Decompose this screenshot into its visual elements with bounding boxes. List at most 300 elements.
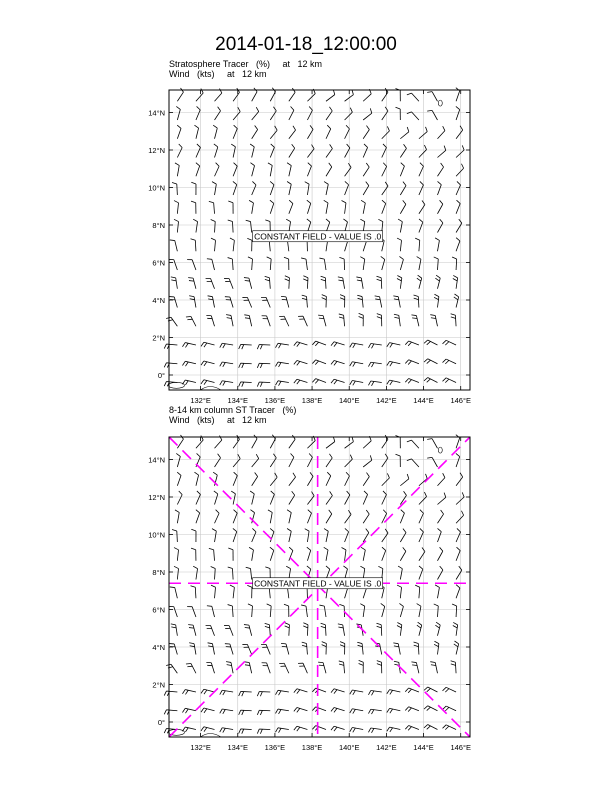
panel2-wind-barb: [186, 663, 196, 673]
panel2-wind-barb: [265, 623, 271, 635]
panel1-wind-barb: [194, 125, 198, 139]
panel1-wind-barb: [270, 126, 277, 139]
panel1-wind-barb: [175, 163, 179, 176]
panel1-wind-barb: [284, 257, 289, 270]
panel1-wind-barb: [434, 257, 439, 270]
panel2-wind-barb: [363, 529, 369, 542]
panel1-wind-barb: [434, 294, 439, 307]
panel1-wind-barb: [174, 219, 178, 232]
panel2-wind-barb: [208, 643, 215, 655]
panel1-wind-barb: [397, 275, 402, 288]
panel1-wind-barb: [209, 201, 215, 213]
panel2-wind-barb: [211, 585, 216, 598]
panel1-wind-barb: [172, 182, 177, 195]
panel2-wind-barb: [326, 510, 332, 523]
panel2-wind-barb: [244, 625, 252, 636]
panel2-wind-barb: [405, 688, 419, 693]
panel2-y-tick-label: 12°N: [148, 493, 165, 502]
panel1-wind-barb: [191, 182, 196, 195]
panel1-wind-barb: [177, 125, 181, 139]
panel1-wind-barb: [206, 278, 215, 288]
panel1-wind-barb: [443, 340, 457, 345]
panel2-wind-barb: [405, 707, 419, 712]
panel1-wind-barb: [356, 277, 363, 289]
panel2-wind-barb: [417, 622, 422, 636]
panel1-wind-barb: [191, 201, 196, 214]
panel2-wind-barb: [326, 454, 332, 467]
panel2-wind-barb: [456, 511, 464, 523]
panel2-wind-barb: [261, 644, 270, 654]
panel2-wind-barb: [196, 510, 200, 524]
panel1-wind-barb: [400, 200, 406, 213]
panel2-wind-barb: [305, 529, 309, 542]
panel1-wind-barb: [451, 314, 456, 326]
panel2-wind-barb: [279, 663, 289, 673]
panel2-wind-barb: [169, 644, 177, 655]
panel1-wind-barb: [294, 360, 308, 365]
panel1-wind-barb: [276, 381, 289, 386]
panel1-wind-barb: [400, 127, 409, 139]
panel2-wind-barb: [382, 454, 388, 467]
panel2-wind-barb: [435, 585, 439, 598]
panel1-wind-barb: [252, 125, 258, 138]
panel1-wind-barb: [427, 92, 437, 102]
panel1-wind-barb: [424, 378, 438, 383]
panel2-wind-barb: [307, 492, 314, 505]
panel1-wind-barb: [261, 297, 270, 307]
panel2-wind-barb: [363, 491, 367, 505]
panel1-wind-barb: [443, 378, 457, 383]
panel2-wind-barb: [211, 566, 216, 579]
panel2-wind-barb: [182, 690, 195, 695]
panel2-wind-barb: [252, 472, 258, 485]
panel2-wind-barb: [424, 706, 438, 711]
panel1-wind-barb: [276, 362, 289, 367]
panel1-wind-barb: [244, 278, 252, 289]
panel1-wind-barb: [318, 315, 326, 326]
panel2-wind-barb: [207, 606, 215, 617]
panel1-wind-barb: [307, 145, 314, 158]
panel2-wind-barb: [220, 728, 233, 733]
panel1-wind-barb: [326, 90, 335, 101]
panel1-wind-barb: [187, 260, 196, 270]
panel2-wind-barb: [437, 473, 444, 486]
panel2-wind-barb: [242, 644, 251, 654]
panel2-wind-barb: [407, 459, 419, 467]
panel2-wind-barb: [302, 642, 308, 654]
panel2-wind-barb: [164, 710, 177, 715]
panel2-wind-barb: [419, 548, 425, 561]
panel2-wind-barb: [215, 510, 220, 524]
panel1-wind-barb: [419, 181, 424, 195]
panel1-wind-barb: [208, 296, 215, 308]
panel1-wind-barb: [191, 239, 196, 251]
panel1-wind-barb: [382, 107, 388, 120]
panel1-wind-barb: [220, 362, 233, 367]
panel1-wind-barb: [302, 295, 308, 307]
panel2-wind-barb: [331, 689, 345, 694]
panel1-wind-barb: [201, 380, 215, 385]
panel2-wind-barb: [368, 709, 381, 714]
panel1-wind-barb: [338, 277, 345, 289]
panel1-wind-barb: [387, 361, 400, 366]
panel2-wind-barb: [276, 728, 289, 733]
panel2-wind-barb: [437, 547, 442, 560]
panel2-wind-barb: [397, 585, 401, 598]
panel1-wind-barb: [211, 238, 216, 251]
panel2-wind-barb: [233, 454, 240, 467]
panel1-wind-barb: [437, 181, 441, 195]
panel2-wind-barb: [387, 708, 400, 713]
panel1-wind-barb: [363, 89, 371, 101]
panel1-wind-barb: [415, 238, 420, 251]
panel1-wind-barb: [456, 164, 464, 176]
panel2-y-tick-label: 0°: [157, 718, 165, 727]
panel1-wind-barb: [456, 238, 460, 252]
panel1-wind-barb: [164, 344, 177, 349]
panel1-wind-barb: [411, 315, 418, 326]
panel2-wind-barb: [377, 661, 382, 674]
panel1-wind-barb: [212, 182, 216, 195]
panel2-wind-barb: [361, 547, 365, 560]
panel2-wind-barb: [174, 566, 178, 579]
panel2-wind-barb: [359, 660, 364, 673]
panel2-wind-barb: [360, 604, 364, 617]
panel1-wind-barb: [193, 219, 197, 232]
panel1-wind-barb: [394, 314, 400, 326]
panel2-wind-barb: [382, 529, 388, 542]
panel2-wind-barb: [382, 473, 390, 485]
panel2-wind-barb: [399, 603, 403, 617]
panel1-wind-barb: [322, 295, 327, 308]
panel2-wind-barb: [294, 707, 308, 712]
panel2-wind-barb: [307, 510, 311, 524]
panel2-wind-barb: [345, 528, 349, 542]
panel1-wind-barb: [289, 144, 295, 157]
panel1-wind-barb: [289, 200, 293, 214]
panel2-wind-barb: [172, 529, 177, 542]
panel1-wind-barb: [171, 277, 178, 289]
panel2-wind-barb: [456, 528, 460, 542]
panel1-wind-barb: [270, 144, 274, 158]
panel1-wind-barb: [381, 256, 385, 270]
panel2-wind-barb: [276, 690, 289, 695]
panel2-coastline: [438, 447, 442, 453]
panel1-wind-barb: [233, 107, 240, 120]
panel2-wind-barb: [239, 729, 252, 734]
panel2-wind-barb: [400, 529, 406, 542]
panel2-wind-barb: [187, 607, 196, 617]
panel1-wind-barb: [257, 382, 270, 387]
panel2-y-tick-label: 8°N: [152, 568, 165, 577]
panel2-wind-barb: [326, 491, 332, 504]
panel2-wind-barb: [322, 642, 327, 655]
panel1-wind-barb: [164, 363, 177, 368]
panel1-wind-barb: [350, 380, 363, 385]
panel2-wind-barb: [244, 662, 251, 673]
panel2-wind-barb: [212, 529, 216, 542]
panel1-wind-barb: [196, 106, 200, 120]
panel2-wind-barb: [228, 605, 233, 617]
panel2-wind-barb: [456, 473, 463, 486]
panel1-wind-barb: [424, 340, 438, 345]
panel1-wind-barb: [170, 240, 178, 251]
panel2-wind-barb: [350, 709, 363, 714]
panel1-y-tick-label: 4°N: [152, 296, 165, 305]
panel1-wind-barb: [233, 125, 237, 139]
panel2-wind-barb: [452, 604, 457, 617]
panel2-wind-barb: [226, 662, 233, 674]
panel2-wind-barb: [368, 690, 381, 695]
panel2-wind-barb: [419, 528, 424, 542]
panel2-y-tick-label: 10°N: [148, 530, 165, 540]
panel2-wind-barb: [285, 623, 290, 636]
panel2-wind-barb: [170, 587, 178, 598]
panel1-x-tick-label: 142°E: [376, 396, 397, 405]
panel1-wind-barb: [326, 107, 332, 120]
panel2-subtitle-line2: Wind (kts) at 12 km: [169, 415, 267, 425]
panel1-wind-barb: [196, 163, 200, 177]
panel1-wind-barb: [182, 380, 195, 385]
panel1-wind-barb: [419, 145, 427, 157]
panel1-wind-barb: [214, 144, 218, 158]
panel2-wind-barb: [228, 567, 233, 579]
panel2-wind-barb: [345, 472, 350, 486]
panel2-wind-barb: [342, 547, 346, 560]
panel1-wind-barb: [289, 126, 296, 139]
panel1-wind-barb: [377, 314, 382, 327]
panel1-wind-barb: [454, 294, 459, 308]
panel2-wind-barb: [257, 729, 270, 734]
panel1-wind-barb: [265, 276, 271, 288]
panel1-wind-barb: [345, 108, 353, 120]
panel2-wind-barb: [262, 663, 271, 673]
panel2-wind-barb: [287, 529, 291, 542]
panel1-wind-barb: [324, 182, 328, 195]
panel2-annotation-text: CONSTANT FIELD - VALUE IS .0: [254, 578, 382, 589]
panel1-wind-barb: [169, 259, 178, 270]
panel1-annotation-text: CONSTANT FIELD - VALUE IS .0: [254, 231, 382, 242]
panel2-wind-barb: [331, 707, 345, 712]
panel2-wind-barb: [189, 643, 196, 655]
panel2-y-tick-label: 6°N: [152, 605, 165, 615]
panel1-wind-barb: [443, 359, 457, 364]
panel1-wind-barb: [414, 295, 419, 308]
panel2-wind-barb: [228, 548, 233, 561]
panel1-wind-barb: [176, 106, 180, 120]
panel2-wind-barb: [298, 663, 307, 673]
panel1-wind-barb: [196, 144, 200, 158]
panel2-wind-barb: [194, 472, 198, 486]
panel1-wind-barb: [419, 127, 427, 139]
panel1-wind-barb: [326, 144, 332, 157]
panel2-wind-barb: [249, 547, 253, 560]
panel1-wind-barb: [174, 201, 178, 214]
panel1-wind-barb: [324, 200, 328, 213]
panel2-wind-barb: [177, 491, 182, 505]
panel1-wind-barb: [326, 125, 331, 139]
panel1-wind-barb: [382, 163, 387, 177]
panel1-wind-barb: [405, 360, 419, 365]
panel1-wind-barb: [294, 379, 308, 384]
panel2-wind-barb: [294, 726, 308, 731]
panel2-x-tick-label: 136°E: [264, 743, 286, 752]
panel2-wind-barb: [284, 604, 289, 617]
panel2-y-tick-label: 4°N: [152, 643, 165, 652]
panel1-wind-barb: [268, 163, 272, 176]
panel1-wind-barb: [239, 344, 252, 349]
panel1-y-tick-label: 12°N: [148, 146, 165, 155]
panel2-y-tick-label: 2°N: [152, 680, 165, 690]
panel1-wind-barb: [360, 257, 364, 270]
panel1-wind-barb: [405, 341, 419, 346]
panel1-wind-barb: [215, 107, 221, 120]
panel1-wind-barb: [407, 112, 419, 120]
panel1-wind-barb: [435, 275, 440, 289]
panel1-wind-barb: [350, 343, 363, 348]
panel2-wind-barb: [176, 453, 180, 467]
panel1-wind-barb: [417, 257, 421, 270]
panel1-wind-barb: [246, 220, 252, 232]
panel1-x-tick-label: 144°E: [413, 396, 434, 405]
panel1-wind-barb: [375, 296, 382, 308]
panel2-coastline: [201, 734, 221, 738]
panel1-wind-barb: [244, 315, 251, 326]
panel1-wind-barb: [368, 343, 381, 348]
panel1-wind-barb: [435, 238, 439, 251]
panel2-wind-barb: [196, 491, 200, 505]
panel2-wind-barb: [247, 585, 252, 598]
panel2-wind-barb: [193, 566, 197, 579]
panel1-wind-barb: [326, 163, 332, 176]
panel1-wind-barb: [417, 275, 422, 289]
panel1-y-tick-label: 14°N: [148, 108, 165, 118]
panel2-wind-barb: [287, 510, 291, 523]
panel2-wind-barb: [321, 623, 326, 635]
panel2-wind-barb: [437, 493, 445, 505]
panel2-wind-barb: [381, 603, 385, 617]
panel2-wind-barb: [318, 662, 326, 673]
panel1-wind-barb: [303, 276, 308, 289]
panel2-wind-barb: [225, 644, 233, 655]
panel2-x-tick-label: 138°E: [301, 743, 323, 752]
panel1-x-tick-label: 138°E: [301, 396, 323, 405]
panel2-wind-barb: [363, 510, 369, 523]
panel2-wind-barb: [419, 510, 424, 524]
panel1-wind-barb: [298, 316, 307, 326]
panel2-wind-barb: [357, 642, 363, 654]
panel1-wind-barb: [382, 200, 386, 214]
panel1-wind-barb: [363, 144, 367, 158]
panel2-wind-barb: [319, 605, 326, 617]
panel2-wind-barb: [340, 642, 345, 655]
panel2-wind-barb: [289, 473, 296, 486]
panel1-wind-barb: [233, 163, 237, 177]
panel2-wind-barb: [419, 492, 427, 504]
panel1-wind-barb: [345, 181, 349, 195]
panel1-wind-barb: [294, 342, 308, 347]
panel1-wind-barb: [301, 258, 307, 270]
panel1-wind-barb: [456, 106, 460, 120]
panel2-wind-barb: [398, 566, 402, 579]
panel1-wind-barb: [319, 258, 326, 270]
panel1-wind-barb: [270, 107, 276, 120]
panel2-wind-barb: [397, 622, 402, 635]
panel2-wind-barb: [382, 491, 387, 505]
panel2-wind-barb: [350, 727, 363, 732]
panel2-wind-barb: [175, 510, 179, 523]
panel2-wind-barb: [230, 585, 234, 598]
panel1-wind-barb: [231, 144, 235, 157]
panel1-wind-barb: [339, 257, 344, 270]
panel2-x-tick-label: 132°E: [190, 743, 211, 752]
panel2-wind-barb: [312, 688, 326, 693]
panel2-y-tick-label: 14°N: [148, 455, 165, 465]
panel2-wind-barb: [456, 585, 460, 599]
panel1-wind-barb: [207, 259, 215, 270]
panel2-wind-barb: [400, 547, 406, 560]
panel2-wind-barb: [454, 641, 459, 655]
panel1-wind-barb: [252, 181, 256, 195]
panel2-wind-barb: [231, 491, 235, 504]
panel2-wind-barb: [289, 454, 294, 467]
panel2-wind-barb: [339, 661, 345, 673]
panel2-wind-barb: [415, 585, 420, 598]
panel1-wind-barb: [345, 125, 350, 139]
panel2-x-tick-label: 142°E: [376, 743, 397, 752]
panel2-wind-barb: [215, 454, 221, 467]
panel1-wind-barb: [321, 276, 326, 288]
panel2-wind-barb: [220, 709, 233, 714]
panel2-wind-barb: [424, 725, 438, 730]
panel1-wind-barb: [331, 360, 345, 365]
panel2-wind-barb: [281, 643, 289, 654]
panel2-wind-barb: [424, 687, 438, 692]
panel1-wind-barb: [270, 200, 274, 214]
panel1-wind-barb: [228, 201, 233, 214]
panel2-wind-barb: [270, 528, 274, 542]
panel2-wind-barb: [303, 623, 308, 636]
panel1-wind-barb: [437, 146, 445, 158]
panel2-wind-barb: [301, 605, 307, 617]
panel1-wind-barb: [312, 341, 326, 346]
panel2-wind-barb: [182, 727, 195, 732]
panel1-wind-barb: [215, 163, 220, 177]
panel2-wind-barb: [345, 510, 352, 523]
panel1-wind-barb: [285, 276, 290, 289]
panel2-wind-barb: [268, 510, 272, 523]
panel2-wind-barb: [456, 453, 460, 467]
panel2-x-tick-label: 140°E: [338, 743, 360, 752]
panel2-wind-barb: [191, 529, 196, 542]
panel1-wind-barb: [224, 279, 233, 289]
panel1-wind-barb: [289, 107, 294, 120]
panel1-wind-barb: [257, 345, 270, 350]
panel1-wind-barb: [342, 200, 346, 213]
panel2-wind-barb: [326, 472, 331, 486]
panel2-wind-barb: [164, 691, 177, 696]
panel1-wind-barb: [339, 314, 345, 326]
panel1-coastline: [438, 100, 442, 106]
panel1-wind-barb: [206, 315, 214, 326]
panel2-wind-barb: [239, 710, 252, 715]
panel2-wind-barb: [206, 625, 215, 635]
panel1-wind-barb: [350, 362, 363, 367]
panel1-wind-barb: [312, 379, 326, 384]
panel2-wind-barb: [324, 529, 328, 542]
panel2-wind-barb: [239, 691, 252, 696]
panel1-wind-barb: [363, 108, 372, 120]
